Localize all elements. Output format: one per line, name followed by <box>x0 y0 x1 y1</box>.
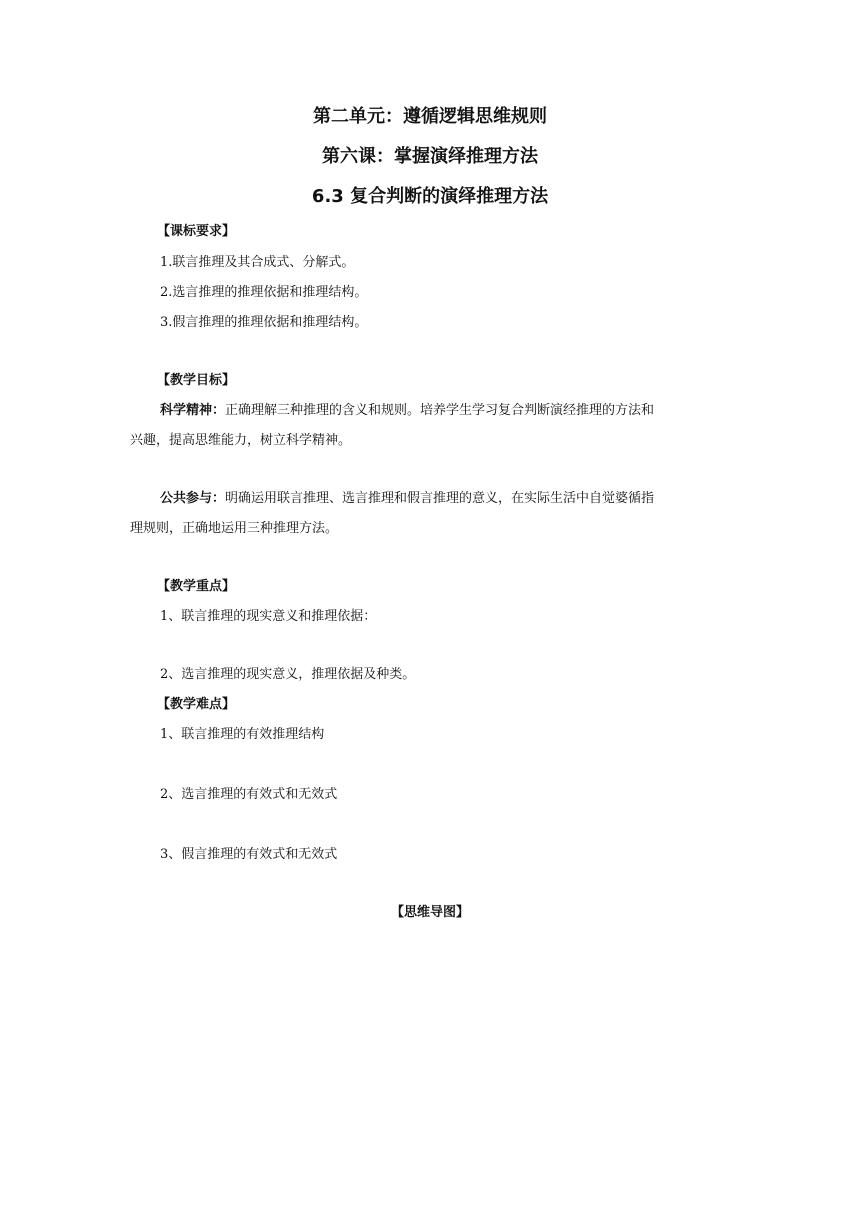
public-participation-label: 公共参与： <box>160 491 226 506</box>
public-participation-continuation: 理规则，正确地运用三种推理方法。 <box>130 521 339 536</box>
key-point-item: 1、联言推理的现实意义和推理依据： <box>160 609 377 624</box>
curriculum-item: 3.假言推理的推理依据和推理结构。 <box>160 315 368 330</box>
science-spirit-line <box>160 401 654 421</box>
difficulty-item: 1、联言推理的有效推理结构 <box>160 727 325 742</box>
curriculum-heading: 【课标要求】 <box>157 224 236 239</box>
science-spirit-label: 科学精神： <box>160 403 226 418</box>
science-spirit-text: 正确理解三种推理的含义和规则。培养学生学习复合判断演经推理的方法和 <box>225 403 655 418</box>
difficulty-item: 2、选言推理的有效式和无效式 <box>160 787 338 802</box>
lesson-title: 第六课：掌握演绎推理方法 <box>322 146 538 167</box>
objectives-heading: 【教学目标】 <box>157 373 236 388</box>
key-points-heading: 【教学重点】 <box>157 579 236 594</box>
unit-title: 第二单元：遵循逻辑思维规则 <box>313 106 547 127</box>
section-title: 6.3 复合判断的演绎推理方法 <box>311 186 549 207</box>
mind-map-heading: 【思维导图】 <box>390 905 469 920</box>
curriculum-item: 2.选言推理的推理依据和推理结构。 <box>160 285 368 300</box>
key-point-item: 2、选言推理的现实意义，推理依据及种类。 <box>160 667 416 682</box>
curriculum-item: 1.联言推理及其合成式、分解式。 <box>160 255 355 270</box>
public-participation-text: 明确运用联言推理、选言推理和假言推理的意义，在实际生活中自觉婆循指 <box>225 491 655 506</box>
difficulties-heading: 【教学难点】 <box>157 697 236 712</box>
science-spirit-continuation: 兴趣，提高思维能力，树立科学精神。 <box>130 433 352 448</box>
public-participation-line <box>160 489 654 509</box>
difficulty-item: 3、假言推理的有效式和无效式 <box>160 847 338 862</box>
